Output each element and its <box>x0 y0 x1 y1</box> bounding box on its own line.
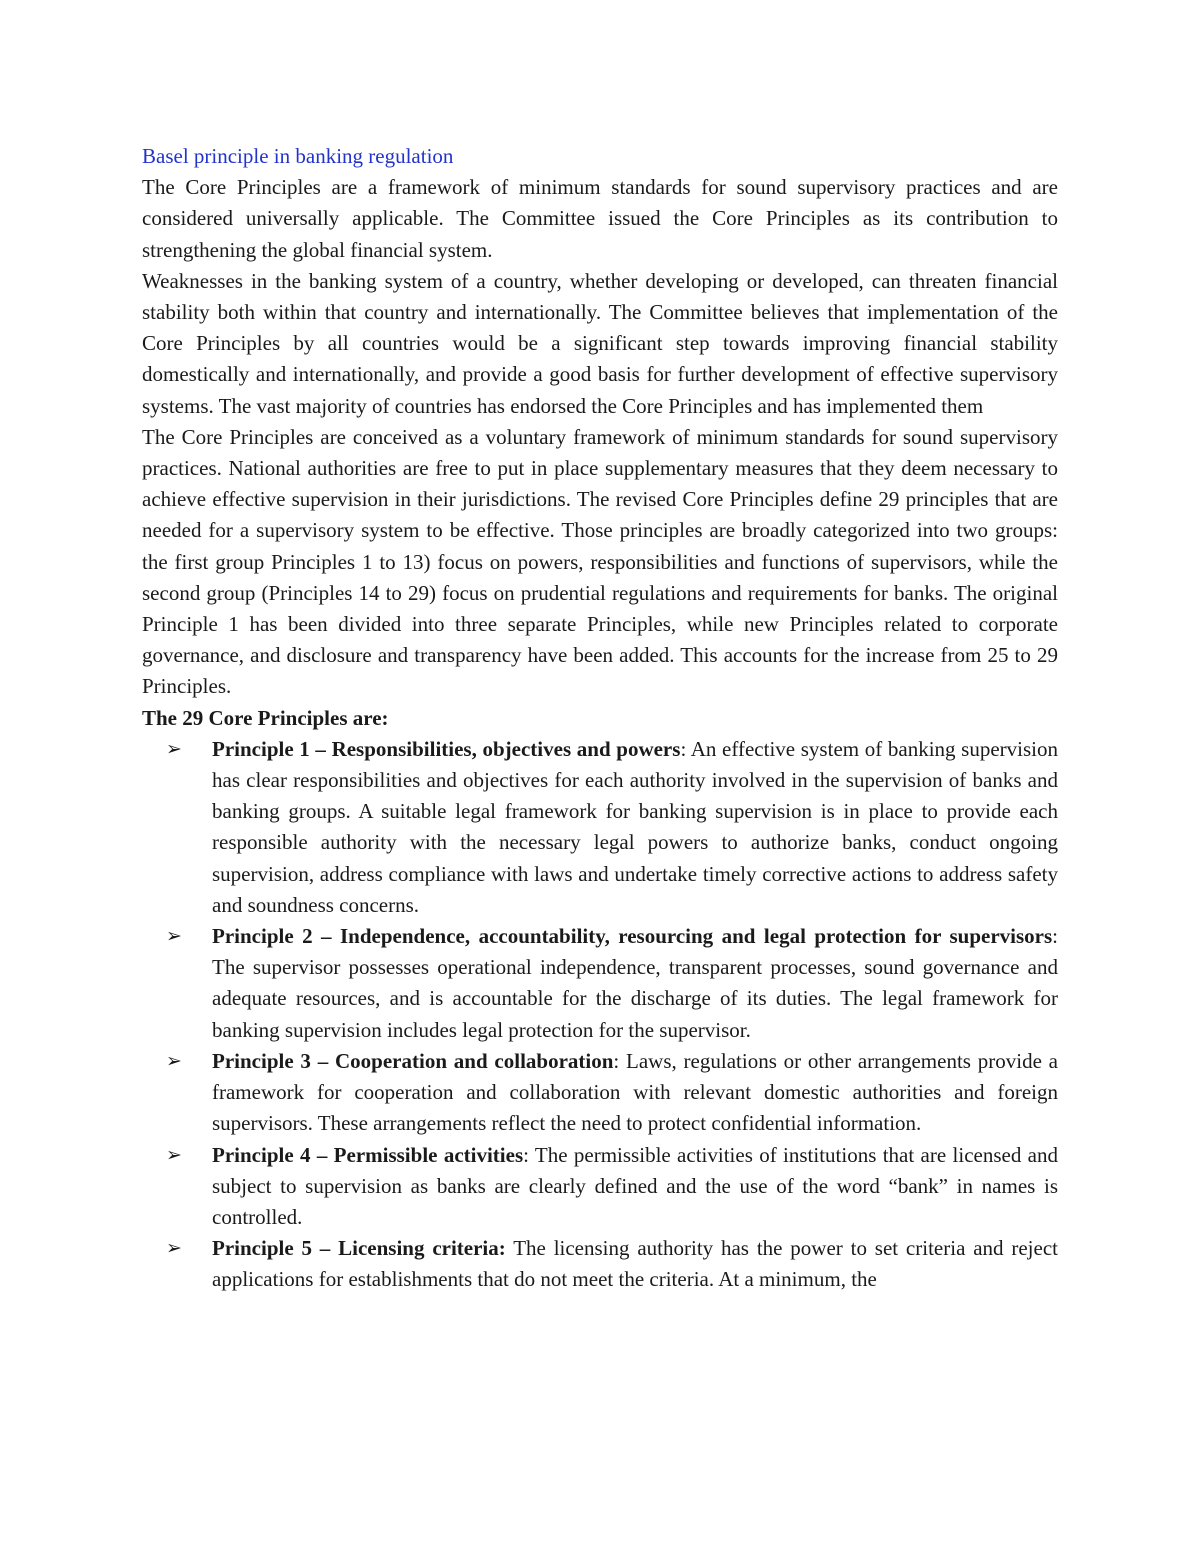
paragraph-intro: The Core Principles are a framework of minimum standards for sound supervisory practices and are considered universally applicable. The Committee issued the Core Principles as its contribution to strengthening the global financial system. <box>142 175 1058 262</box>
principles-list <box>142 734 1058 1296</box>
arrow-bullet-icon: ➢ <box>166 737 182 760</box>
principle-body: : Laws, regulations or other arrangements provide a framework for cooperation and collaboration with relevant domestic authorities and foreign supervisors. These arrangements reflect the need to protect confidential information. <box>212 1048 1059 1136</box>
principle-item <box>142 1046 1058 1140</box>
arrow-bullet-icon: ➢ <box>166 1049 182 1072</box>
document-content <box>142 141 1058 1296</box>
arrow-bullet-icon: ➢ <box>166 1237 182 1260</box>
principle-title: Principle 3 – Cooperation and collaboration <box>212 1048 614 1073</box>
principle-title: Principle 5 – Licensing criteria: <box>212 1236 506 1261</box>
principle-item <box>142 1140 1058 1234</box>
paragraph-framework: The Core Principles are conceived as a voluntary framework of minimum standards for sound supervisory practices. National authorities are free to put in place supplementary measures that they deem necessary to achieve effective supervision in their jurisdictions. The revised Core Principles define 29 principles that are needed for a supervisory system to be effective. Those principles are broadly categorized into two groups: the first group Principles 1 to 13) focus on powers, responsibilities and functions of supervisors, while the second group (Principles 14 to 29) focus on prudential regulations and requirements for banks. The original Principle 1 has been divided into three separate Principles, while new Principles related to corporate governance, and disclosure and transparency have been added. This accounts for the increase from 25 to 29 Principles. <box>142 424 1058 699</box>
principle-body: : An effective system of banking supervision has clear responsibilities and objectives for each authority involved in the supervision of banks and banking groups. A suitable legal framework for banking supervision is in place to provide each responsible authority with the necessary legal powers to authorize banks, conduct ongoing supervision, address compliance with laws and undertake timely corrective actions to address safety and soundness concerns. <box>212 736 1058 917</box>
arrow-bullet-icon: ➢ <box>166 925 182 948</box>
principle-body: The licensing authority has the power to set criteria and reject applications for establishments that do not meet the criteria. At a minimum, the <box>212 1236 1058 1292</box>
principle-item <box>142 734 1058 921</box>
document-heading: Basel principle in banking regulation <box>142 144 454 168</box>
paragraph-weaknesses: Weaknesses in the banking system of a country, whether developing or developed, can threaten financial stability both within that country and internationally. The Committee believes that implementation of the Core Principles by all countries would be a significant step towards improving financial stability domestically and internationally, and provide a good basis for further development of effective supervisory systems. The vast majority of countries has endorsed the Core Principles and has implemented them <box>142 268 1058 418</box>
principle-title: Principle 1 – Responsibilities, objectives and powers <box>212 736 681 761</box>
principle-item <box>142 921 1058 1046</box>
principle-item <box>142 1233 1058 1295</box>
principle-title: Principle 2 – Independence, accountability, resourcing and legal protection for supervisors <box>212 924 1053 949</box>
principle-body: : The supervisor possesses operational independence, transparent processes, sound governance and adequate resources, and is accountable for the discharge of its duties. The legal framework for banking supervision includes legal protection for the supervisor. <box>212 924 1058 1042</box>
principles-list-title: The 29 Core Principles are: <box>142 705 389 730</box>
principle-title: Principle 4 – Permissible activities <box>212 1142 524 1167</box>
arrow-bullet-icon: ➢ <box>166 1143 182 1166</box>
principle-body: : The permissible activities of institutions that are licensed and subject to supervision as banks are clearly defined and the use of the word “bank” in names is controlled. <box>212 1142 1058 1229</box>
